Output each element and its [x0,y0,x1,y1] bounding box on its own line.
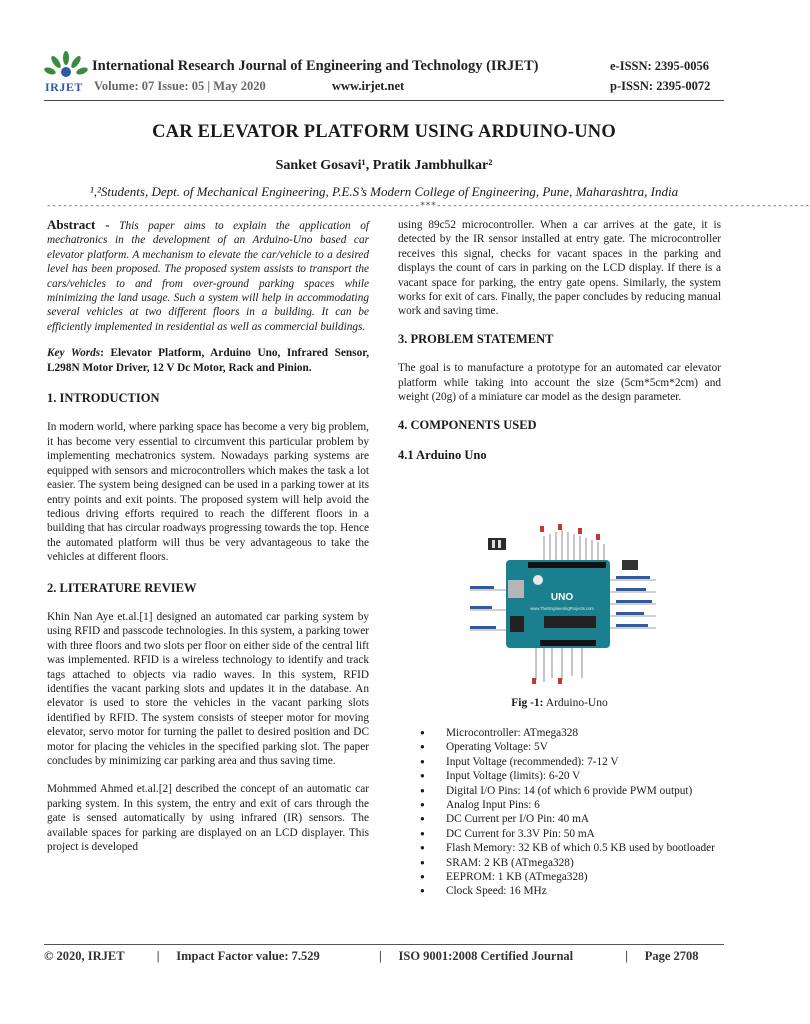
paper-title: CAR ELEVATOR PLATFORM USING ARDUINO-UNO [152,122,616,142]
keywords-label: Key Words [47,347,101,360]
intro-heading: 1. INTRODUCTION [47,391,160,406]
abstract-label: Abstract - [47,217,110,232]
spec-item: ● Flash Memory: 32 KB of which 0.5 KB used by bootloader [420,841,721,855]
spec-item: ● Input Voltage (limits): 6-20 V [420,769,721,783]
e-issn: e-ISSN: 2395-0056 [610,59,709,73]
spec-item: ● Clock Speed: 16 MHz [420,884,721,898]
problem-text: The goal is to manufacture a prototype for an automated car elevator platform while taking into account the size (5cm*5cm*2cm) and weight (20g) of a miniature car model as the design parameter. [398,362,721,404]
footer-separator: | [156,949,160,963]
spec-item: ● EEPROM: 1 KB (ATmega328) [420,870,721,884]
logo-text: IRJET [45,80,83,94]
keywords: Key Words: Elevator Platform, Arduino Uno, Infrared Sensor, L298N Motor Driver, 12 V Dc Motor, Rack and Pinion. [47,347,370,374]
footer-copyright: © 2020, IRJET [44,949,125,963]
arduino-figure [466,520,666,688]
journal-website: www.irjet.net [332,79,405,93]
spec-item: ● DC Current for 3.3V Pin: 50 mA [420,827,721,841]
journal-title: International Research Journal of Engineering and Technology (IRJET) [92,58,539,74]
p-issn: p-ISSN: 2395-0072 [610,79,711,93]
abstract-text: This paper aims to explain the application of mechatronics in the development of an Arduino-Uno based car elevator platform. A mechanism to elevate the car/vehicle to a desired level has been proposed. The proposed system assists to transport the cars/vehicles to and from over-ground parking spaces while minimizing the land usage. Such a system will help in accommodating several vehicles at two different floors in a building. It can be efficiently implemented in residential as well as commercial buildings. [47,220,369,333]
problem-heading: 3. PROBLEM STATEMENT [398,331,554,346]
spec-item: ● Microcontroller: ATmega328 [420,726,721,740]
affiliation: ¹,²Students, Dept. of Mechanical Engineering, P.E.S’s Modern College of Engineering, Pune, Maharashtra, India [89,184,679,199]
left-column [47,218,369,854]
figure-label: Fig -1: [511,697,544,709]
spec-item: ● Analog Input Pins: 6 [420,798,721,812]
intro-text: In modern world, where parking space has become a very big problem, it has become very essential to circumvent this particular problem by implementing mechatronics system. Nowadays parking systems are equipped with sensors and microcontrollers which makes the task a lot easier. The system being designed can be used in a parking tower at its entry points and exit points. The proposed system will help avoid the tedious driving efforts required to reach the different floors in a building that has circular roadways progressing towards the top. Hence the automated platform will thus be very advantageous to take the vehicles at different floors. [47,421,369,564]
specs-list [420,726,721,899]
lit-paragraph-1: Khin Nan Aye et.al.[1] designed an automated car parking system by using RFID and passcode technologies. In this system, a parking tower with three floors and two slots per floor on either side of the central lift was implemented. RFID is a wireless technology to identify and track tags attached to objects via radio waves. In this system, RFID identifies the vacant parking slots and updates it in the database. An elevator is used to store the vehicles in the vacant parking slots identified by RFID. The system consists of steeper motor for moving elevator, servo motor for turning the pallet to desired position and DC motor for placing the vehicles in the specified parking slot. The paper concludes by minimizing car parking area and thus saving time. [47,610,369,767]
keywords-text: Elevator Platform, Arduino Uno, Infrared Sensor, L298N Motor Driver, 12 V Dc Motor, Rack and Pinion. [47,347,370,374]
footer-page: Page 2708 [644,949,699,963]
lit-paragraph-2: Mohmmed Ahmed et.al.[2] described the concept of an automatic car parking system. In this system, the entry and exit of cars through the gate is sensed automatically by using infrared (IR) sensors. The available spaces for parking are displayed on an LCD displayer. This project is developed [47,783,369,854]
authors: Sanket Gosavi¹, Pratik Jambhulkar² [275,158,493,173]
figure-caption [398,697,721,709]
lit-heading: 2. LITERATURE REVIEW [47,580,197,595]
board-watermark: www.TheEngineeringProjects.com [530,606,594,611]
footer-impact: Impact Factor value: 7.529 [176,949,320,963]
components-heading: 4. COMPONENTS USED [398,418,537,433]
spec-item: ● Digital I/O Pins: 14 (of which 6 provide PWM output) [420,784,721,798]
figure-caption-text: Arduino-Uno [545,697,608,709]
specs-column [420,726,721,899]
spec-item: ● DC Current per I/O Pin: 40 mA [420,812,721,826]
spec-item: ● Operating Voltage: 5V [420,740,721,754]
lit-paragraph-3: using 89c52 microcontroller. When a car arrives at the gate, it is detected by the IR sensor installed at entry gate. The microcontroller receives this signal, checks for vacant spaces in the parking and displays the count of cars in parking on the LCD display. If there is a vacant space for parking, the entry gate opens. Similarly, the system works for exit of cars. Finally, the paper concludes by reducing manual work and saving time. [398,219,721,318]
journal-logo [42,50,90,96]
volume-issue: Volume: 07 Issue: 05 | May 2020 [94,79,266,93]
spec-item: ● SRAM: 2 KB (ATmega328) [420,856,721,870]
arduino-heading: 4.1 Arduino Uno [398,447,487,462]
right-column [398,218,721,462]
footer-separator: | [625,949,628,963]
footer-separator: | [378,949,382,963]
footer-rule [44,944,724,945]
abstract [47,218,369,334]
section-divider: ---------------------------------------------------------------------***--------------------------------------------------------------------- [46,201,810,211]
header-rule [44,100,724,101]
footer-iso: ISO 9001:2008 Certified Journal [398,949,574,963]
spec-item: ● Input Voltage (recommended): 7-12 V [420,755,721,769]
footer [44,949,724,964]
board-brand: UNO [550,592,574,603]
